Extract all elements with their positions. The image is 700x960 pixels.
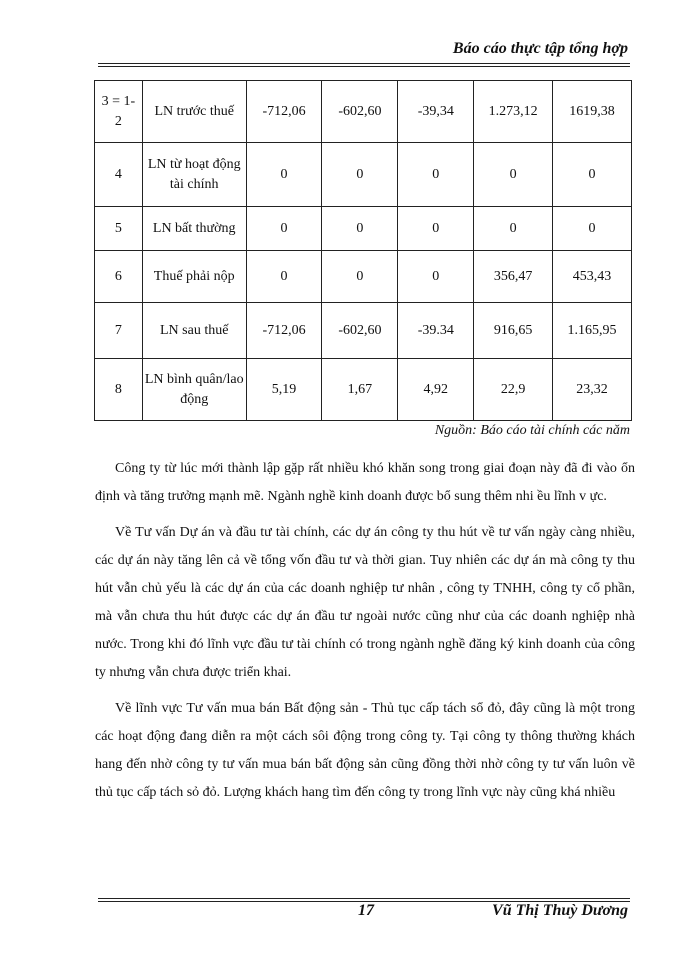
table-cell: 0 — [553, 207, 632, 251]
table-cell: 0 — [398, 207, 474, 251]
table-cell: 22,9 — [474, 359, 553, 421]
table-row — [95, 81, 632, 143]
table-cell: LN bình quân/lao động — [142, 359, 246, 421]
table-cell: 0 — [474, 143, 553, 207]
table-cell: 0 — [553, 143, 632, 207]
table-cell: 4 — [95, 143, 143, 207]
table-source-note: Nguồn: Báo cáo tài chính các năm — [434, 423, 630, 438]
table-cell: LN từ hoạt động tài chính — [142, 143, 246, 207]
table-cell: 0 — [398, 251, 474, 303]
table-cell: 0 — [322, 143, 398, 207]
table-cell: Thuế phải nộp — [142, 251, 246, 303]
table-cell: 1,67 — [322, 359, 398, 421]
table-row — [95, 251, 632, 303]
header-divider — [98, 63, 630, 67]
table-cell: 7 — [95, 303, 143, 359]
table-cell: 0 — [322, 207, 398, 251]
table-cell: 0 — [246, 143, 322, 207]
paragraph: Về Tư vấn Dự án và đầu tư tài chính, các dự án công ty thu hút về tư vấn ngày càng nhiều, các dự án này tăng lên cả về tổng vốn đầu tư và thời gian. Tuy nhiên các dự án mà công ty thu hút vẫn chủ yếu là các dự án của các doanh nghiệp tư nhân , công ty TNHH, công ty cổ phần, mà vẫn chưa thu hút được các dự án đầu tư ngoài nước cũng như của các doanh nghiệp nhà nước. Trong khi đó lĩnh vực đầu tư tài chính có trong ngành nghề đăng ký kinh doanh của công ty nhưng vẫn chưa được triển khai. — [95, 525, 635, 680]
table-row — [95, 207, 632, 251]
table-cell: 8 — [95, 359, 143, 421]
table-row — [95, 303, 632, 359]
table-cell: 4,92 — [398, 359, 474, 421]
table-cell: LN sau thuế — [142, 303, 246, 359]
table-cell: -39,34 — [398, 81, 474, 143]
table-cell: 23,32 — [553, 359, 632, 421]
table-cell: 916,65 — [474, 303, 553, 359]
table-cell: 0 — [246, 251, 322, 303]
table-cell: 0 — [474, 207, 553, 251]
table-cell: 5 — [95, 207, 143, 251]
table-cell: 0 — [246, 207, 322, 251]
table-cell: 0 — [398, 143, 474, 207]
table-row — [95, 143, 632, 207]
table-cell: -39.34 — [398, 303, 474, 359]
body-text — [95, 455, 635, 815]
table-row — [95, 359, 632, 421]
paragraph: Về lĩnh vực Tư vấn mua bán Bất động sản - Thủ tục cấp tách sổ đỏ, đây cũng là một trong các hoạt động đang diễn ra một cách sôi động trong công ty. Tại công ty thông thường khách hang đến nhờ công ty tư vấn mua bán bất động sản cũng đồng thời nhờ công ty tư vấn luôn về thủ tục cấp tách sỏ đỏ. Lượng khách hang tìm đến công ty trong lĩnh vực này cũng khá nhiều — [95, 701, 635, 800]
table-cell: -712,06 — [246, 303, 322, 359]
table-cell: -712,06 — [246, 81, 322, 143]
financial-table — [94, 80, 632, 421]
page-number: 17 — [358, 902, 374, 919]
table-cell: 5,19 — [246, 359, 322, 421]
footer-author: Vũ Thị Thuỳ Dương — [492, 902, 628, 919]
table-cell: LN bất thường — [142, 207, 246, 251]
table-cell: 0 — [322, 251, 398, 303]
paragraph: Công ty từ lúc mới thành lập gặp rất nhiều khó khăn song trong giai đoạn này đã đi vào ổn định và tăng trưởng mạnh mẽ. Ngành nghề kinh doanh được bổ sung thêm nhi ều lĩnh v ực. — [95, 461, 635, 504]
table-cell: 453,43 — [553, 251, 632, 303]
table-cell: 1.165,95 — [553, 303, 632, 359]
table-cell: 356,47 — [474, 251, 553, 303]
table-cell: 6 — [95, 251, 143, 303]
table-cell: 3 = 1- 2 — [95, 81, 143, 143]
table-cell: LN trước thuế — [142, 81, 246, 143]
table-cell: 1619,38 — [553, 81, 632, 143]
table-cell: -602,60 — [322, 81, 398, 143]
header-title: Báo cáo thực tập tổng hợp — [452, 40, 628, 57]
table-cell: 1.273,12 — [474, 81, 553, 143]
table-cell: -602,60 — [322, 303, 398, 359]
